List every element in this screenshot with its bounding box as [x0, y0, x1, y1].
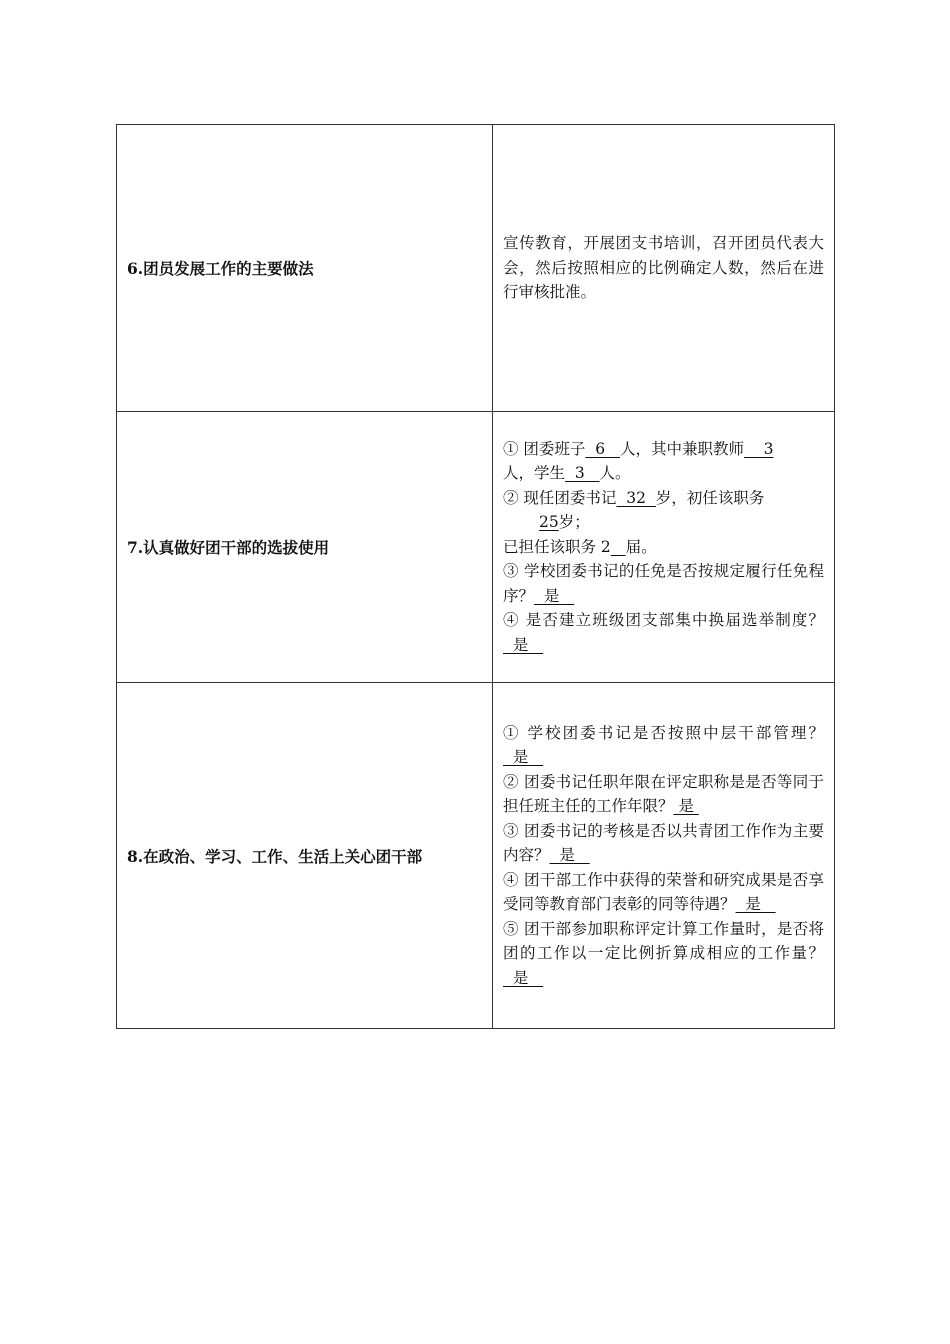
answer-line: [503, 819, 824, 868]
answer-value: 是: [673, 797, 699, 816]
answer-line: [503, 535, 824, 560]
answer-line: [503, 461, 824, 486]
answer-line: [503, 721, 824, 770]
answer-line: [503, 917, 824, 991]
answer-line: [503, 868, 824, 917]
answer-text: ① 学校团委书记是否按照中层干部管理？: [503, 723, 824, 742]
row-label: 8.在政治、学习、工作、生活上关心团干部: [117, 683, 493, 1029]
answer-value: 6: [585, 439, 620, 458]
answer-value: 32: [616, 488, 656, 507]
row-content: [493, 683, 835, 1029]
answer-text: ④ 是否建立班级团支部集中换届选举制度？: [503, 611, 824, 630]
answer-line: [503, 486, 824, 511]
answer-value: 是: [503, 635, 544, 654]
row-content: [493, 412, 835, 683]
answer-value: 是: [503, 968, 544, 987]
answer-text: ④ 团干部工作中获得的荣誉和研究成果是否享受同等教育部门表彰的同等待遇？: [503, 870, 824, 914]
answer-text: ② 现任团委书记: [503, 488, 617, 507]
answer-text: 届。: [625, 537, 657, 556]
answer-text: 宣传教育，开展团支书培训，召开团员代表大会，然后按照相应的比例确定人数，然后在进行审核批准。: [503, 234, 824, 302]
answer-text: ③ 学校团委书记的任免是否按规定履行任免程序？: [503, 562, 824, 605]
answer-text: ⑤ 团干部参加职称评定计算工作量时，是否将团的工作以一定比例折算成相应的工作量？: [503, 919, 824, 963]
answer-line: [503, 770, 824, 819]
answer-text: 已担任该职务 2: [503, 537, 611, 556]
answer-value: 3: [743, 439, 774, 458]
answer-text: ① 团委班子: [503, 439, 586, 458]
answer-value: 3: [565, 464, 600, 483]
answer-text: 人。: [599, 464, 631, 483]
answer-value: 25: [539, 513, 559, 532]
table-row: [117, 125, 835, 412]
answer-text: 人，学生: [503, 464, 566, 483]
answer-value: 是: [549, 846, 590, 865]
row-label: 6.团员发展工作的主要做法: [117, 125, 493, 412]
answer-value: [611, 538, 626, 556]
answer-text: 岁；: [558, 513, 590, 532]
answer-text: 岁，初任该职务: [655, 488, 765, 507]
form-table: [116, 124, 835, 1029]
answer-text: ② 团委书记任职年限在评定职称是是否等同于担任班主任的工作年限？: [503, 772, 824, 816]
answer-line: [503, 437, 824, 462]
answer-line: [503, 559, 824, 608]
answer-value: 是: [503, 748, 544, 767]
answer-value: 是: [735, 895, 776, 914]
answer-text: 人，其中兼职教师: [619, 439, 744, 458]
answer-text: ③ 团委书记的考核是否以共青团工作作为主要内容？: [503, 821, 824, 865]
table-row: [117, 683, 835, 1029]
answer-line: [503, 608, 824, 657]
answer-value: 是: [534, 586, 575, 605]
row-content: [493, 125, 835, 412]
row-label: 7.认真做好团干部的选拔使用: [117, 412, 493, 683]
table-row: [117, 412, 835, 683]
answer-line: [503, 510, 824, 535]
